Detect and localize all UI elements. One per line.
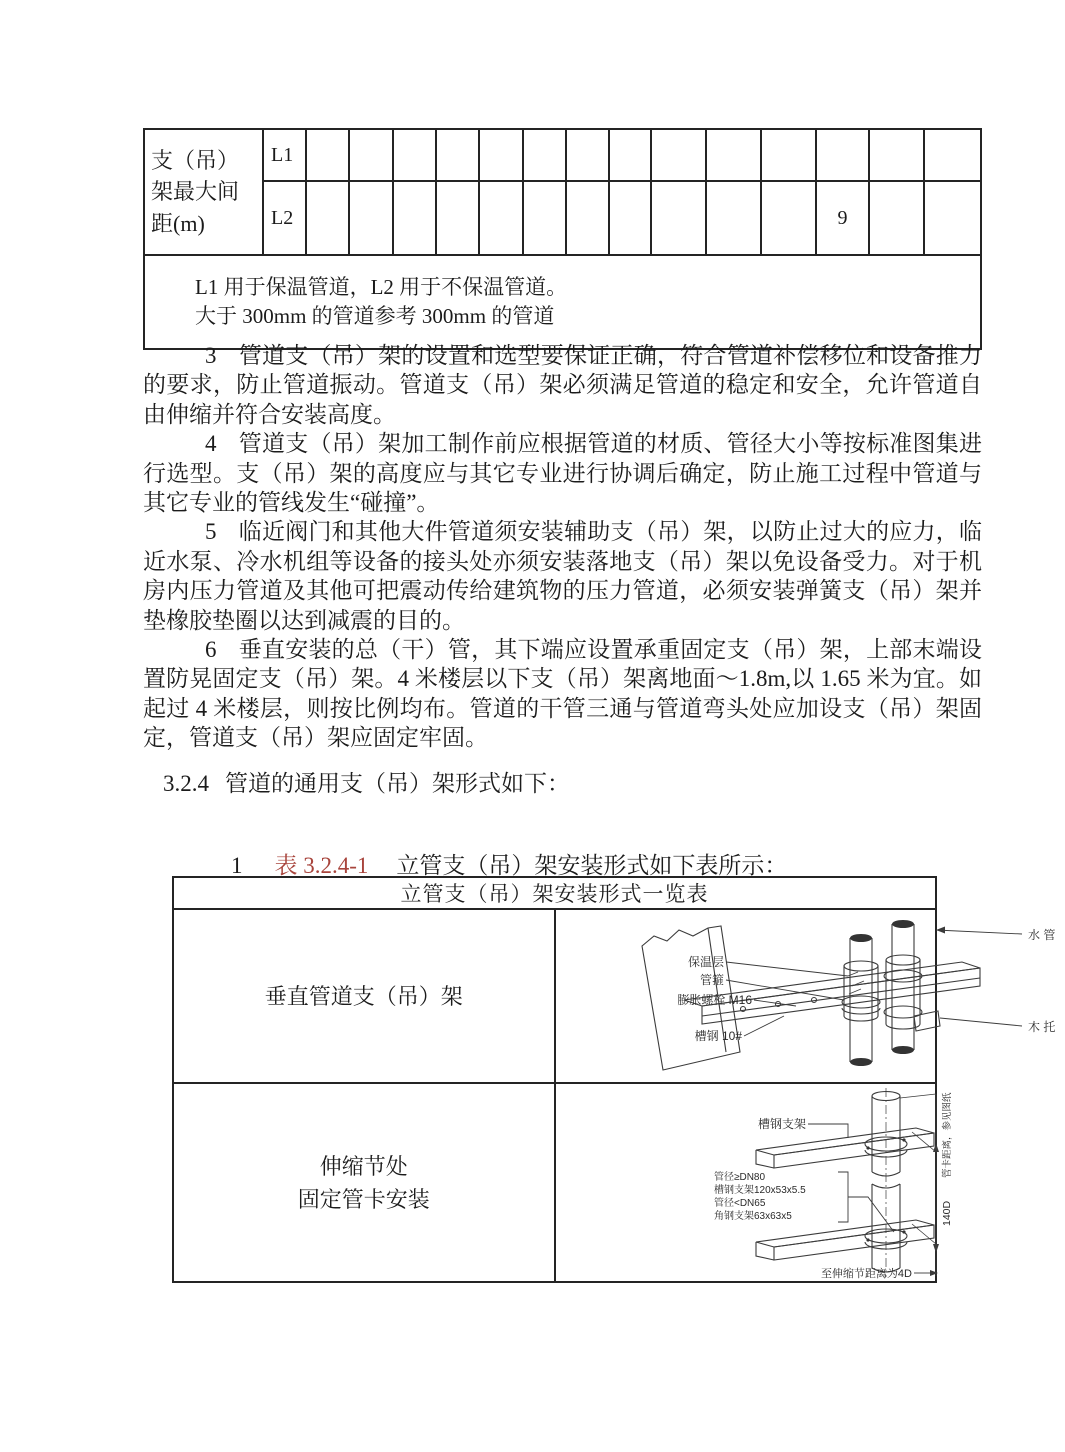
table-cell (609, 181, 651, 255)
paragraph-3 (143, 341, 982, 429)
table-cell (924, 181, 981, 255)
form-row-expansion-joint (173, 1083, 936, 1282)
table-note-cell (144, 255, 981, 349)
table-cell (609, 129, 651, 181)
bolt-icon (902, 1138, 905, 1141)
pipe-right-bottom (892, 1046, 914, 1054)
leader-bolt (754, 1000, 796, 1006)
table-cell (523, 129, 566, 181)
label-line-2: 固定管卡安装 (297, 1186, 430, 1212)
spec-line-4: 角钢支架63x63x5 (713, 1211, 792, 1222)
table-cell (349, 129, 393, 181)
dim-extension-top (900, 1094, 936, 1098)
pipe-left-clamp-lower (842, 1008, 880, 1014)
arrow-icon (933, 1244, 939, 1253)
pipe-right-top (892, 920, 914, 928)
note-line-2: 大于 300mm 的管道参考 300mm 的管道 (195, 304, 555, 328)
table-cell (393, 129, 436, 181)
vertical-pipe-support-diagram (556, 912, 1065, 1080)
channel-bracket-label: 槽钢支架 (757, 1117, 806, 1131)
paragraph-text: 管道支（吊）架的设置和选型要保证正确，符合管道补偿移位和设备推力的要求，防止管道振动。管道支（吊）架必须满足管道的稳定和安全，允许管道自由伸缩并符合安装高度。 (143, 343, 982, 427)
pipe-left-insulation-bottom (844, 1016, 878, 1021)
water-pipe-label: 水 管 (1027, 928, 1055, 942)
wood-block (914, 1011, 940, 1031)
note-line-1: L1 用于保温管道，L2 用于不保温管道。 (195, 275, 568, 300)
vertical-pipe-support-diagram-cell (555, 909, 1055, 1083)
expansion-joint-distance-label: 至伸缩节距离为4D (820, 1268, 912, 1279)
caption-text: 立管支（吊）架安装形式如下表所示： (396, 852, 788, 878)
table-cell (306, 129, 349, 181)
wood-support-label: 木 托 (1027, 1020, 1055, 1034)
insulation-label: 保温层 (687, 955, 724, 969)
section-heading-3-2-4 (143, 769, 982, 799)
section-title: 管道的通用支（吊）架形式如下： (225, 770, 570, 796)
table-cell (816, 129, 869, 181)
paragraph-6 (143, 635, 982, 753)
table-cell-value-9: 9 (816, 181, 869, 255)
bolt-icon (902, 1230, 905, 1233)
pipe-support-spacing-table (143, 128, 982, 350)
bolt-icon (866, 1146, 869, 1149)
expansion-joint-clamp-diagram (556, 1086, 1065, 1279)
row-label-expansion-joint (173, 1083, 555, 1282)
leader-bracket (808, 1124, 848, 1138)
label-line-1: 伸缩节处 (319, 1153, 408, 1179)
spacing-header-cell: 支（吊）架最大间距(m) (144, 129, 263, 255)
body-text (143, 341, 982, 881)
paragraph-number: 3 (205, 343, 217, 368)
table-cell (566, 181, 609, 255)
paragraph-text: 管道支（吊）架加工制作前应根据管道的材质、管径大小等按标准图集进行选型。支（吊）架的高度应与其它专业进行协调后确定，防止施工过程中管道与其它专业的管线发生“碰撞”。 (143, 431, 982, 516)
spec-bracket (838, 1172, 848, 1222)
table-cell (523, 181, 566, 255)
dim-140d-label: 140D (940, 1200, 953, 1226)
paragraph-4 (143, 429, 982, 517)
leader-wood (940, 1018, 1022, 1026)
form-table-title: 立管支（吊）架安装形式一览表 (173, 877, 936, 909)
table-cell (651, 129, 706, 181)
spec-line-1: 管径≥DN80 (713, 1172, 765, 1183)
table-cell (869, 181, 924, 255)
upper-support-front (774, 1133, 934, 1168)
row-label-L1: L1 (263, 129, 306, 181)
arrow-icon (936, 927, 945, 934)
pipe-right-clamp-2 (884, 1006, 922, 1018)
pipe-left-top (850, 934, 872, 942)
form-title-row (173, 877, 936, 909)
paragraph-5 (143, 517, 982, 635)
table-cell (479, 181, 523, 255)
clamp-distance-note-label: 管卡距离，参见图纸 (941, 1092, 953, 1178)
leader-insulation (726, 962, 848, 976)
riser-support-form-table (172, 876, 1055, 1283)
pipe-left-body (850, 938, 872, 1062)
paragraph-number: 5 (205, 519, 217, 545)
table-cell (436, 129, 479, 181)
caption-index: 1 (231, 852, 243, 878)
spec-line-3: 管径<DN65 (713, 1198, 765, 1209)
paragraph-text: 垂直安装的总（干）管，其下端应设置承重固定支（吊）架，上部末端设置防晃固定支（吊）架。4 米楼层以下支（吊）架离地面～1.8m,以 1.65 米为宜。如起过 4 米楼层，则按比例均布。管道的干管三通与管道弯头处应加设支（吊）架固定，管道支（吊）架应固定牢固。 (143, 637, 982, 751)
pipe-left-insulation-top (844, 961, 878, 971)
table-note-row (144, 255, 981, 349)
arrow-icon (930, 1270, 938, 1276)
leader-pipe (936, 930, 1022, 934)
table-row-L2 (144, 181, 981, 255)
table-cell (706, 181, 761, 255)
channel-steel-label: 槽钢 10# (694, 1029, 742, 1043)
bolt-icon (866, 1238, 869, 1241)
paragraph-number: 4 (205, 431, 217, 457)
pipe-left-bottom (850, 1058, 872, 1066)
table-cell (706, 129, 761, 181)
table-cell (924, 129, 981, 181)
table-cell (566, 129, 609, 181)
table-cell (393, 181, 436, 255)
table-cell (349, 181, 393, 255)
expansion-bolt-label: 膨胀螺栓 M16 (676, 993, 752, 1007)
row-label-L2: L2 (263, 181, 306, 255)
table-cell (651, 181, 706, 255)
table-cell (306, 181, 349, 255)
table-cell (761, 181, 816, 255)
pipe-right-insulation-top (886, 955, 920, 965)
table-cell (761, 129, 816, 181)
paragraph-number: 6 (205, 637, 217, 663)
row-label-vertical-pipe-support: 垂直管道支（吊）架 (173, 909, 555, 1083)
lower-support-front (774, 1225, 934, 1260)
table-cell (479, 129, 523, 181)
caption-table-ref: 表 3.2.4-1 (274, 852, 369, 878)
spec-line-2: 槽钢支架120x53x5.5 (713, 1185, 806, 1196)
pipe-right-clamp (884, 970, 922, 982)
leader-channel (744, 1016, 784, 1036)
table-row-L1 (144, 129, 981, 181)
form-row-vertical-support (173, 909, 936, 1083)
table-cell (869, 129, 924, 181)
pipe-clamp-label: 管箍 (699, 973, 724, 987)
paragraph-text: 临近阀门和其他大件管道须安装辅助支（吊）架，以防止过大的应力，临近水泵、冷水机组等设备的接头处亦须安装落地支（吊）架以免设备受力。对于机房内压力管道及其他可把震动传给建筑物的压力管道，必须安装弹簧支（吊）架并垫橡胶垫圈以达到减震的目的。 (143, 519, 982, 633)
section-number: 3.2.4 (163, 770, 209, 796)
spec-leader (848, 1197, 894, 1232)
expansion-joint-diagram-cell (555, 1083, 953, 1282)
table-cell (436, 181, 479, 255)
